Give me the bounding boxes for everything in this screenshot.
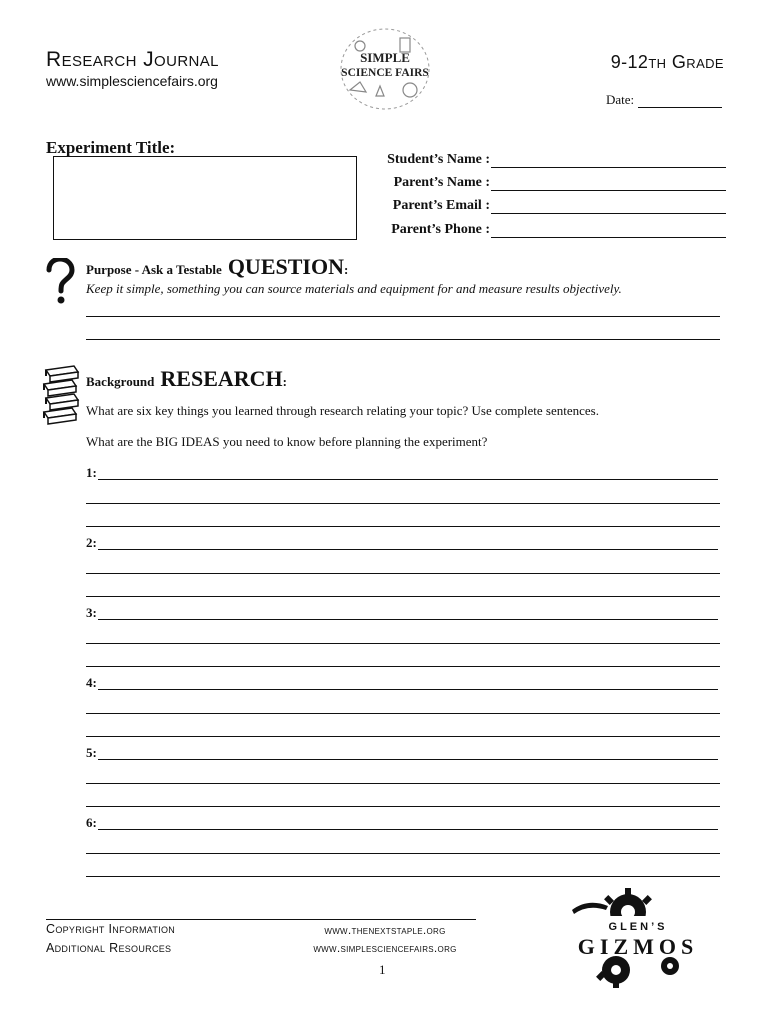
item-1-line-2[interactable] xyxy=(86,503,720,504)
item-4-line-1[interactable] xyxy=(98,689,718,690)
item-6-line-2[interactable] xyxy=(86,853,720,854)
research-big-word xyxy=(160,366,287,392)
date-label: Date: xyxy=(606,92,635,107)
parent-email-field[interactable] xyxy=(360,198,726,214)
purpose-subtitle: Keep it simple, something you can source materials and equipment for and measure results objectively. xyxy=(86,281,622,296)
item-5-line-3[interactable] xyxy=(86,806,720,807)
research-word: RESEARCH xyxy=(160,366,283,391)
research-suffix: : xyxy=(282,374,287,389)
item-4-line-3[interactable] xyxy=(86,736,720,737)
item-1-line-3[interactable] xyxy=(86,526,720,527)
research-question-2: What are the BIG IDEAS you need to know before planning the experiment? xyxy=(86,434,488,449)
brand-big-text: GIZMOS xyxy=(577,934,699,959)
parent-name-label: Parent’s Name : xyxy=(393,175,490,190)
glens-gizmos-logo xyxy=(558,884,718,994)
purpose-suffix: : xyxy=(343,262,349,277)
item-2-label: 2: xyxy=(86,535,97,550)
simple-science-fairs-logo xyxy=(330,24,440,114)
logo-text-1: SIMPLE xyxy=(360,50,410,65)
parent-phone-line[interactable] xyxy=(491,223,726,238)
item-2-line-2[interactable] xyxy=(86,573,720,574)
question-mark-icon xyxy=(44,258,76,311)
grade-level: 9-12th Grade xyxy=(610,52,724,72)
copyright-link[interactable]: Copyright Information xyxy=(46,922,176,936)
parent-email-line[interactable] xyxy=(491,199,726,214)
footer-url-2[interactable]: www.simplesciencefairs.org xyxy=(313,941,457,955)
item-2-line-1[interactable] xyxy=(98,549,718,550)
parent-phone-field[interactable] xyxy=(360,222,726,238)
header-url[interactable]: www.simplesciencefairs.org xyxy=(46,73,218,89)
item-5-line-1[interactable] xyxy=(98,759,718,760)
experiment-title-label: Experiment Title: xyxy=(46,138,176,157)
research-heading xyxy=(86,366,287,392)
item-6-line-1[interactable] xyxy=(98,829,718,830)
brand-small-text: GLEN’S xyxy=(608,921,668,933)
item-1-label: 1: xyxy=(86,465,97,480)
item-6-line-3[interactable] xyxy=(86,876,720,877)
books-icon xyxy=(42,364,82,433)
page-number: 1 xyxy=(379,962,386,977)
item-4-line-2[interactable] xyxy=(86,713,720,714)
item-5-line-2[interactable] xyxy=(86,783,720,784)
footer-divider xyxy=(46,919,476,920)
purpose-question-word: QUESTION xyxy=(227,254,344,279)
logo-text-2: SCIENCE FAIRS xyxy=(341,67,429,79)
parent-phone-label: Parent’s Phone : xyxy=(391,222,490,237)
purpose-answer-line-1[interactable] xyxy=(86,316,720,317)
item-1-line-1[interactable] xyxy=(98,479,718,480)
journal-title: Research Journal xyxy=(46,48,219,71)
resources-link[interactable]: Additional Resources xyxy=(46,941,172,955)
item-4-label: 4: xyxy=(86,675,97,690)
item-5-label: 5: xyxy=(86,745,97,760)
research-question-1: What are six key things you learned through research relating your topic? Use complete sentences. xyxy=(86,403,599,418)
student-name-label: Student’s Name : xyxy=(387,152,490,167)
item-3-line-3[interactable] xyxy=(86,666,720,667)
research-prefix: Background xyxy=(86,374,155,389)
item-3-line-1[interactable] xyxy=(98,619,718,620)
student-name-field[interactable] xyxy=(360,152,726,168)
date-field[interactable] xyxy=(606,92,722,108)
student-name-line[interactable] xyxy=(491,153,726,168)
purpose-prefix: Purpose - Ask a Testable xyxy=(86,262,222,277)
experiment-title-box[interactable] xyxy=(53,156,357,240)
purpose-answer-line-2[interactable] xyxy=(86,339,720,340)
item-3-label: 3: xyxy=(86,605,97,620)
parent-email-label: Parent’s Email : xyxy=(392,198,490,213)
footer-url-1[interactable]: www.thenextstaple.org xyxy=(324,923,446,937)
purpose-heading xyxy=(86,254,348,280)
item-3-line-2[interactable] xyxy=(86,643,720,644)
item-2-line-3[interactable] xyxy=(86,596,720,597)
item-6-label: 6: xyxy=(86,815,97,830)
purpose-big-word xyxy=(228,254,349,280)
parent-name-field[interactable] xyxy=(360,175,726,191)
date-line[interactable] xyxy=(638,95,722,108)
parent-name-line[interactable] xyxy=(491,176,726,191)
